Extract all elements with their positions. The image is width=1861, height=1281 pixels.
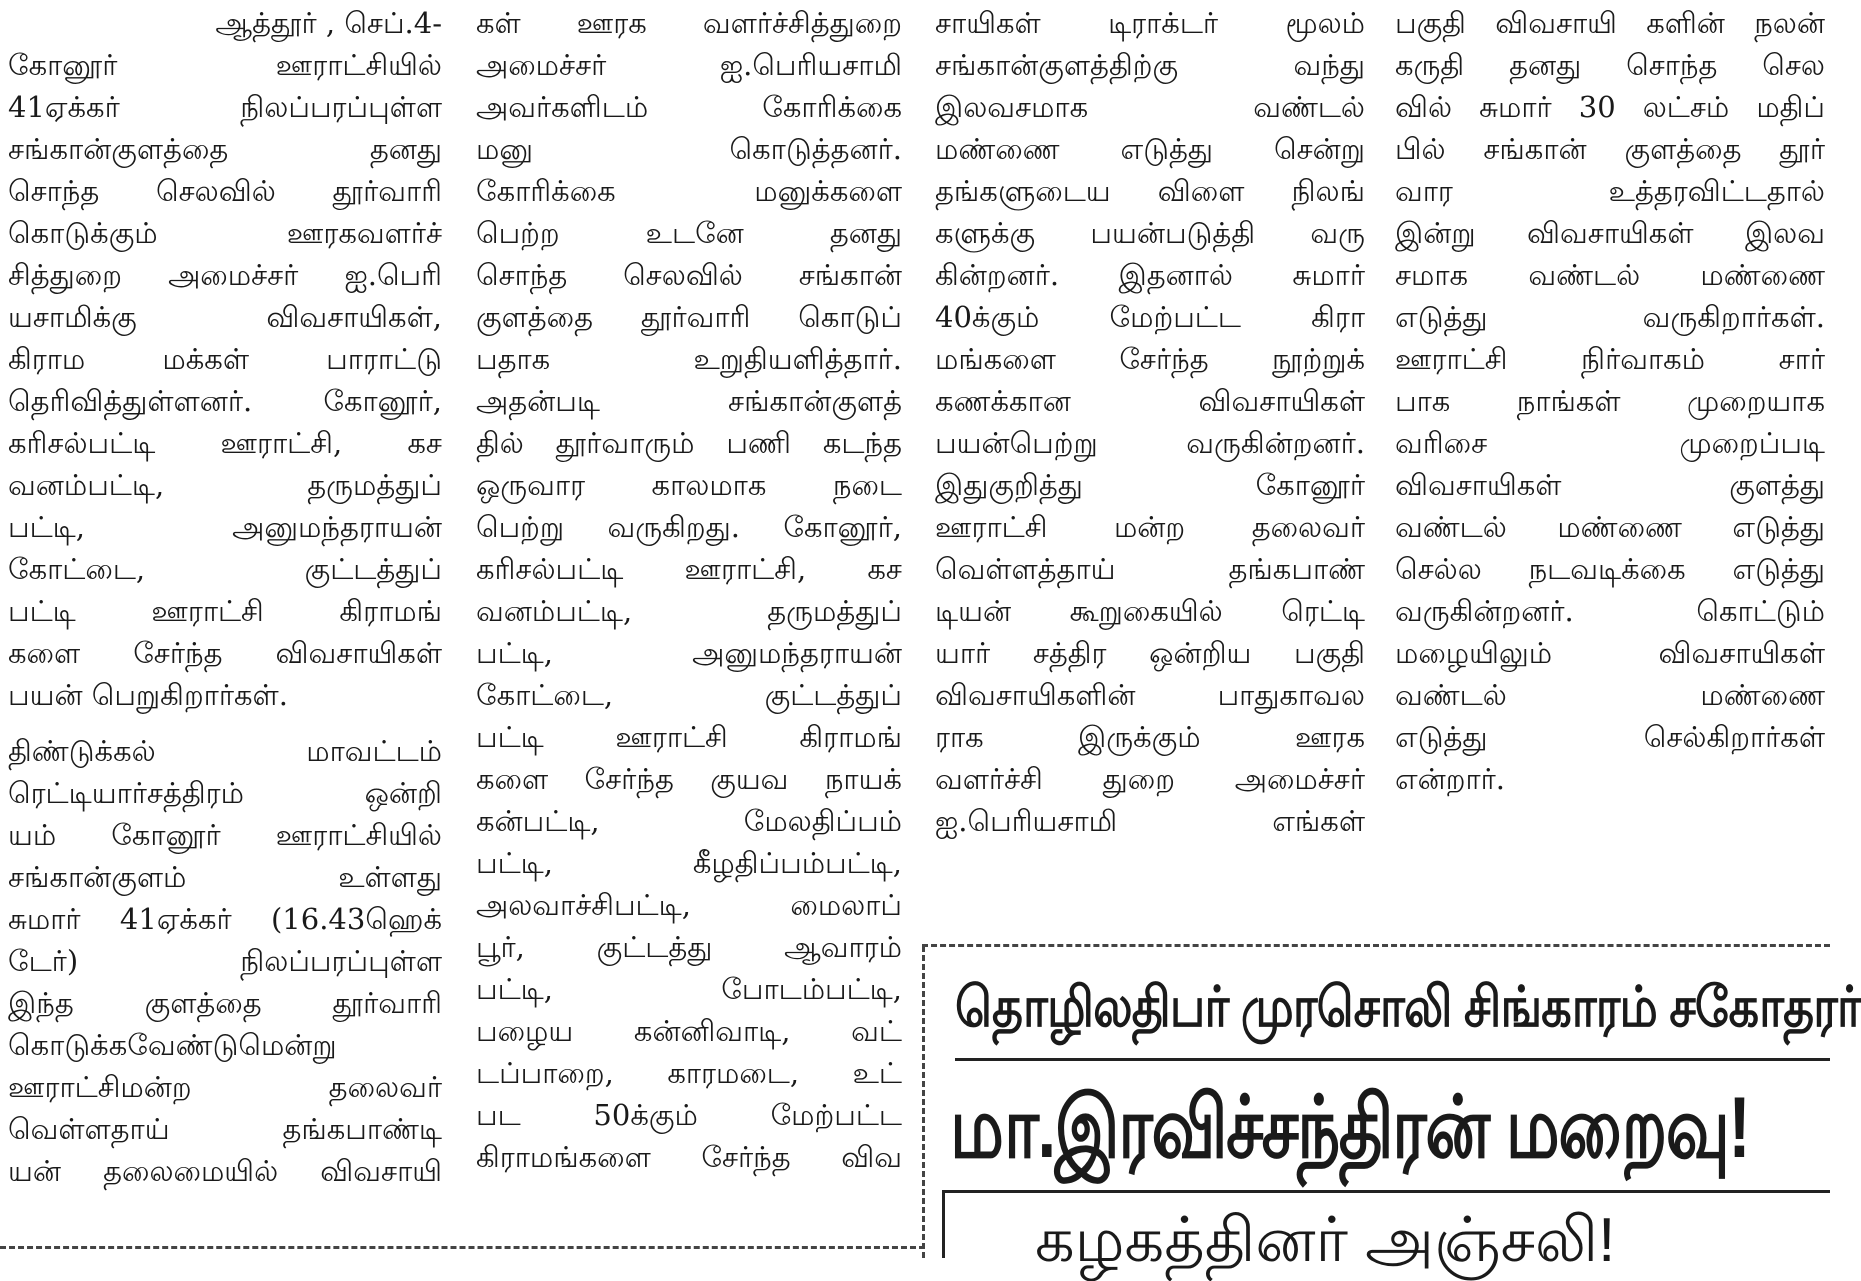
article-line: கன்பட்டி, மேலதிப்பம் — [476, 804, 902, 838]
article-line: பாக நாங்கள் முறையாக — [1395, 384, 1825, 418]
article-line: கோட்டை, குட்டத்துப் — [8, 552, 442, 586]
article-line: கோரிக்கை மனுக்களை — [476, 174, 902, 208]
article-line: களை சேர்ந்த குயவ நாயக் — [476, 762, 902, 796]
article-line: வனம்பட்டி, தருமத்துப் — [476, 594, 902, 628]
article-line: யசாமிக்கு விவசாயிகள், — [8, 300, 442, 334]
article-line: கொடுக்கவேண்டுமென்று — [8, 1028, 337, 1062]
article-line: சமாக வண்டல் மண்ணை — [1395, 258, 1825, 292]
article-line: கருதி தனது சொந்த செல — [1395, 48, 1825, 82]
article-line: சங்கான்குளத்திற்கு வந்து — [935, 48, 1365, 82]
article-line: இதுகுறித்து கோனூர் — [935, 468, 1365, 502]
article-line: விவசாயிகள் குளத்து — [1395, 468, 1825, 502]
article-line: சொந்த செலவில் சங்கான் — [476, 258, 902, 292]
article-line: வருகின்றனர். கொட்டும் — [1395, 594, 1825, 628]
article-line: கொடுக்கும் ஊரகவளர்ச் — [8, 216, 442, 250]
article-line: வண்டல் மண்ணை எடுத்து — [1395, 510, 1825, 544]
article-line: கணக்கான விவசாயிகள் — [935, 384, 1365, 418]
article-line: இலவசமாக வண்டல் — [935, 90, 1365, 124]
article-line: யன் தலைமையில் விவசாயி — [8, 1154, 442, 1188]
article-line: அதன்படி சங்கான்குளத் — [476, 384, 902, 418]
article-line: யார் சத்திர ஒன்றிய பகுதி — [935, 636, 1365, 670]
article-line: குளத்தை தூர்வாரி கொடுப் — [476, 300, 902, 334]
article-column-2 — [476, 2, 902, 1178]
article-line: பயன் பெறுகிறார்கள். — [8, 678, 288, 712]
article-line: டியன் கூறுகையில் ரெட்டி — [935, 594, 1365, 628]
article-line: கிராமங்களை சேர்ந்த விவ — [476, 1140, 902, 1174]
article-line: வனம்பட்டி, தருமத்துப் — [8, 468, 442, 502]
article-line: மழையிலும் விவசாயிகள் — [1395, 636, 1825, 670]
article-line: வெள்ளத்தாய் தங்கபாண் — [935, 552, 1365, 586]
article-line: இந்த குளத்தை தூர்வாரி — [8, 986, 442, 1020]
article-line: பட்டி, அனுமந்தராயன் — [476, 636, 902, 670]
article-line: ராக இருக்கும் ஊரக — [935, 720, 1365, 754]
article-line: ஊராட்சிமன்ற தலைவர் — [8, 1070, 442, 1104]
article-line: ஊராட்சி நிர்வாகம் சார் — [1395, 342, 1825, 376]
article-line: செல்ல நடவடிக்கை எடுத்து — [1395, 552, 1825, 586]
article-line: பில் சங்கான் குளத்தை தூர் — [1395, 132, 1825, 166]
article-line: பட்டி ஊராட்சி கிராமங் — [476, 720, 902, 754]
article-column-1 — [8, 2, 442, 1192]
article-line: பூர், குட்டத்து ஆவாரம் — [476, 930, 902, 964]
article-line: சொந்த செலவில் தூர்வாரி — [8, 174, 442, 208]
article-line: வரிசை முறைப்படி — [1395, 426, 1825, 460]
article-line: தில் தூர்வாரும் பணி கடந்த — [476, 426, 902, 460]
article-line: பட்டி ஊராட்சி கிராமங் — [8, 594, 442, 628]
article-column-3 — [935, 2, 1365, 842]
article-line: கரிசல்பட்டி ஊராட்சி, கச — [8, 426, 442, 460]
article-line: திண்டுக்கல் மாவட்டம் — [8, 734, 442, 768]
article-line: வெள்ளதாய் தங்கபாண்டி — [8, 1112, 442, 1146]
article-line: சுமார் 41ஏக்கர் (16.43ஹெக் — [8, 902, 442, 936]
article-line: மனு கொடுத்தனர். — [476, 132, 902, 166]
article-line: எடுத்து வருகிறார்கள். — [1395, 300, 1825, 334]
article-line: சித்துறை அமைச்சர் ஐ.பெரி — [8, 258, 442, 292]
article-line: பட்டி, அனுமந்தராயன் — [8, 510, 442, 544]
article-line: டப்பாறை, காரமடை, உட் — [476, 1056, 902, 1090]
article-line: கோனூர் ஊராட்சியில் — [8, 48, 442, 82]
tribute-box — [942, 1190, 1830, 1275]
article-line: கின்றனர். இதனால் சுமார் — [935, 258, 1365, 292]
tribute-text: கழகத்தினர் அஞ்சலி! — [1035, 1206, 1616, 1275]
article-line: வில் சுமார் 30 லட்சம் மதிப் — [1395, 90, 1825, 124]
article-line: எடுத்து செல்கிறார்கள் — [1395, 720, 1825, 754]
dateline: ஆத்தூர் , செப்.4- — [215, 6, 442, 40]
article-line: பெற்ற உடனே தனது — [476, 216, 902, 250]
article-line: விவசாயிகளின் பாதுகாவல — [935, 678, 1365, 712]
article-line: கள் ஊரக வளர்ச்சித்துறை — [476, 6, 902, 40]
article-line: வண்டல் மண்ணை — [1395, 678, 1825, 712]
article-line: ரெட்டியார்சத்திரம் ஒன்றி — [8, 776, 442, 810]
article-line: பகுதி விவசாயி களின் நலன் — [1395, 6, 1825, 40]
article-line: ஒருவார காலமாக நடை — [476, 468, 902, 502]
article-line: ஐ.பெரியசாமி எங்கள் — [935, 804, 1365, 838]
article-line: வார உத்தரவிட்டதால் — [1395, 174, 1825, 208]
article-line: பதாக உறுதியளித்தார். — [476, 342, 902, 376]
article-line: சங்கான்குளத்தை தனது — [8, 132, 442, 166]
obituary-headline: மா.இரவிச்சந்திரன் மறைவு! — [950, 1080, 1750, 1176]
article-line: பட்டி, போடம்பட்டி, — [476, 972, 902, 1006]
article-line: டேர்) நிலப்பரப்புள்ள — [8, 944, 442, 978]
article-line: பயன்பெற்று வருகின்றனர். — [935, 426, 1365, 460]
obituary-rule — [955, 1058, 1830, 1061]
article-line: இன்று விவசாயிகள் இலவ — [1395, 216, 1825, 250]
article-line: சங்கான்குளம் உள்ளது — [8, 860, 442, 894]
article-line: கோட்டை, குட்டத்துப் — [476, 678, 902, 712]
obituary-kicker: தொழிலதிபர் முரசொலி சிங்காரம் சகோதரர் — [955, 975, 1861, 1038]
article-line: 41ஏக்கர் நிலப்பரப்புள்ள — [8, 90, 442, 124]
article-line: களை சேர்ந்த விவசாயிகள் — [8, 636, 442, 670]
article-line: கரிசல்பட்டி ஊராட்சி, கச — [476, 552, 902, 586]
paragraph-gap — [8, 716, 442, 730]
article-line: யம் கோனூர் ஊராட்சியில் — [8, 818, 442, 852]
obituary-box-left-border — [922, 946, 925, 1258]
article-line: களுக்கு பயன்படுத்தி வரு — [935, 216, 1365, 250]
article-line: அலவாச்சிபட்டி, மைலாப் — [476, 888, 902, 922]
article-column-4 — [1395, 2, 1825, 800]
article-line: பட்டி, கீழதிப்பம்பட்டி, — [476, 846, 902, 880]
article-line: தங்களுடைய விளை நிலங் — [935, 174, 1365, 208]
article-line: பழைய கன்னிவாடி, வட் — [476, 1014, 902, 1048]
article-line: கிராம மக்கள் பாராட்டு — [8, 342, 442, 376]
article-line: பெற்று வருகிறது. கோனூர், — [476, 510, 902, 544]
obituary-box-top-border — [922, 944, 1830, 947]
article-line: ஊராட்சி மன்ற தலைவர் — [935, 510, 1365, 544]
article-line: 40க்கும் மேற்பட்ட கிரா — [935, 300, 1365, 334]
article-line: பட 50க்கும் மேற்பட்ட — [476, 1098, 902, 1132]
article-bottom-divider — [0, 1246, 925, 1249]
article-line: என்றார். — [1395, 762, 1506, 796]
article-line: மங்களை சேர்ந்த நூற்றுக் — [935, 342, 1365, 376]
article-line: அவர்களிடம் கோரிக்கை — [476, 90, 902, 124]
article-line: மண்ணை எடுத்து சென்று — [935, 132, 1365, 166]
article-line: அமைச்சர் ஐ.பெரியசாமி — [476, 48, 902, 82]
article-line: தெரிவித்துள்ளனர். கோனூர், — [8, 384, 442, 418]
article-line: சாயிகள் டிராக்டர் மூலம் — [935, 6, 1365, 40]
article-line: வளர்ச்சி துறை அமைச்சர் — [935, 762, 1365, 796]
